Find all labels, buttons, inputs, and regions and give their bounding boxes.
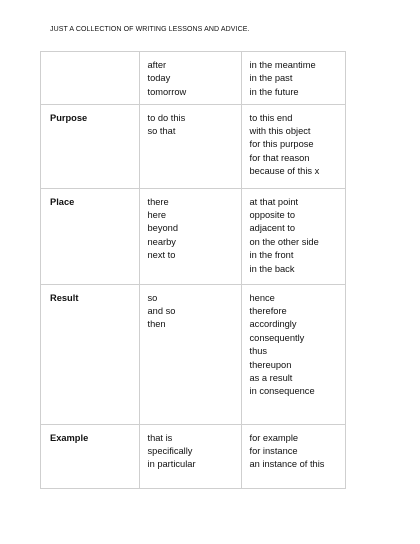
simple-transitions-cell xyxy=(139,52,241,104)
list-item: there xyxy=(147,196,169,207)
list-item: to do this xyxy=(147,112,186,123)
list-item: hence xyxy=(249,292,275,303)
table-row xyxy=(41,284,345,424)
list-item: in the meantime xyxy=(249,60,316,70)
list-item: thereupon xyxy=(249,359,292,370)
simple-transitions-cell xyxy=(139,188,241,284)
formal-transitions-cell xyxy=(241,104,345,188)
list-item: because of this x xyxy=(249,166,320,177)
list-item: therefore xyxy=(249,305,287,316)
formal-transitions-cell xyxy=(241,284,345,424)
list-item: consequently xyxy=(249,332,305,343)
list-item: for that reason xyxy=(249,152,310,163)
list-item: so xyxy=(147,292,158,303)
list-item: as a result xyxy=(249,372,293,383)
category-cell: Result xyxy=(41,284,139,424)
table-row xyxy=(41,424,345,488)
category-cell: Purpose xyxy=(41,104,139,188)
simple-transitions-cell xyxy=(139,104,241,188)
list-item: adjacent to xyxy=(249,223,295,234)
list-item: for example xyxy=(249,432,299,443)
list-item: at that point xyxy=(249,196,299,207)
table-row xyxy=(41,52,345,104)
list-item: to this end xyxy=(249,112,293,123)
list-item: in the front xyxy=(249,250,294,261)
list-item: accordingly xyxy=(249,319,297,330)
list-item: for this purpose xyxy=(249,139,314,150)
formal-transitions-cell xyxy=(241,424,345,488)
list-item: so that xyxy=(147,125,176,136)
list-item: specifically xyxy=(147,445,193,456)
list-item: tomorrow xyxy=(147,86,187,97)
table-row xyxy=(41,104,345,188)
list-item: in the future xyxy=(249,86,299,97)
list-item: thus xyxy=(249,346,268,357)
list-item: an instance of this xyxy=(249,459,325,470)
category-cell: Place xyxy=(41,188,139,284)
list-item: nearby xyxy=(147,236,176,247)
list-item: in the back xyxy=(249,263,295,274)
category-cell: Example xyxy=(41,424,139,488)
list-item: and so xyxy=(147,305,176,316)
formal-transitions-cell xyxy=(241,52,345,104)
transition-words-table xyxy=(40,51,346,489)
page-header: JUST A COLLECTION OF WRITING LESSONS AND ADVICE. xyxy=(50,26,250,33)
list-item: in consequence xyxy=(249,386,315,397)
list-item: then xyxy=(147,319,166,330)
list-item: on the other side xyxy=(249,236,319,247)
list-item: in the past xyxy=(249,73,293,84)
list-item: next to xyxy=(147,250,176,261)
list-item: beyond xyxy=(147,223,179,234)
list-item: opposite to xyxy=(249,209,295,220)
list-item: today xyxy=(147,73,171,84)
list-item: with this object xyxy=(249,125,311,136)
simple-transitions-cell xyxy=(139,284,241,424)
list-item: here xyxy=(147,209,167,220)
list-item: after xyxy=(147,60,167,70)
list-item: that is xyxy=(147,432,173,443)
formal-transitions-cell xyxy=(241,188,345,284)
table-row xyxy=(41,188,345,284)
list-item: for instance xyxy=(249,445,298,456)
category-cell xyxy=(41,52,139,104)
simple-transitions-cell xyxy=(139,424,241,488)
list-item: in particular xyxy=(147,459,196,470)
